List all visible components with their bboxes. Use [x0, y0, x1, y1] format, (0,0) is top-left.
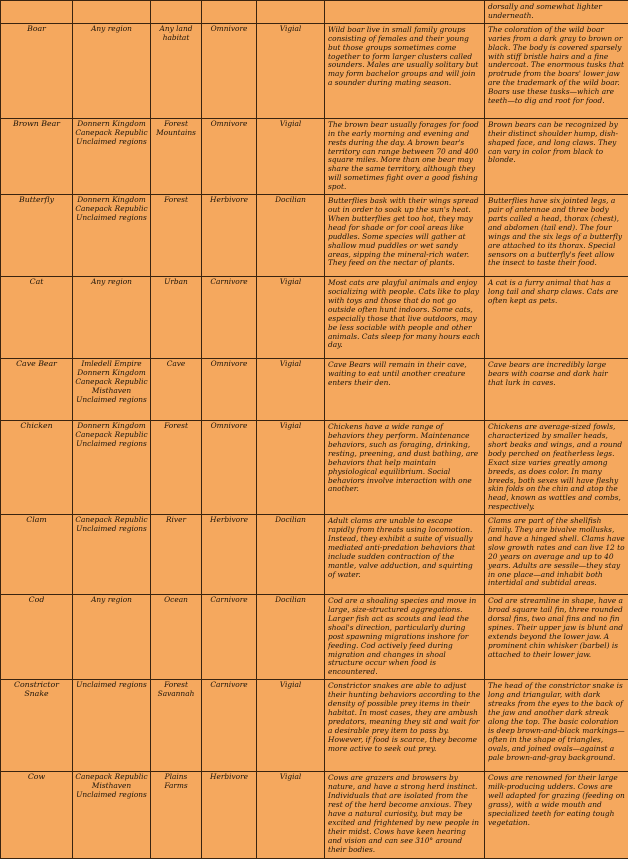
appearance-cell: dorsally and somewhat lighter underneath.: [485, 1, 628, 24]
temperament-cell: Vigial: [257, 680, 325, 772]
habitat-cell: Forest Mountains: [151, 118, 202, 194]
animal-name-cell: Cat: [1, 277, 73, 359]
animal-name-cell: Brown Bear: [1, 118, 73, 194]
diet-cell: Carnivore: [202, 277, 257, 359]
behavior-cell: Cows are grazers and browsers by nature, and have a strong herd instinct. Individuals that are isolated from the rest of the herd become anxious. They have a natural curiosity, but may be excited and frightened by new people in their midst. Cows have keen hearing and vision and can see 310° around their bodies.: [325, 772, 485, 859]
behavior-cell: Wild boar live in small family groups consisting of females and their young but those groups sometimes come together to form larger clusters called sounders. Males are usually solitary but may form bachelor groups and will join a sounder during mating season.: [325, 23, 485, 118]
habitat-cell: Cave: [151, 359, 202, 421]
region-cell: Any region: [73, 595, 151, 680]
diet-cell: Herbivore: [202, 772, 257, 859]
animal-name-cell: Butterfly: [1, 195, 73, 277]
behavior-cell: Constrictor snakes are able to adjust their hunting behaviors according to the density of possible prey items in their habitat. In most cases, they are ambush predators, meaning they sit and wait for a desirable prey item to pass by. However, if food is scarce, they become more active to seek out prey.: [325, 680, 485, 772]
animal-name-cell: Constrictor Snake: [1, 680, 73, 772]
temperament-cell: Vigial: [257, 118, 325, 194]
table-row: [1, 515, 628, 595]
appearance-cell: Clams are part of the shellfish family. They are bivalve mollusks, and have a hinged shell. Clams have slow growth rates and can live 12 to 20 years on average and up to 40 years. Adults are sessile—they stay in one place—and inhabit both intertidal and subtidal areas.: [485, 515, 628, 595]
temperament-cell: Vigial: [257, 277, 325, 359]
temperament-cell: Docilian: [257, 195, 325, 277]
temperament-cell: Vigial: [257, 359, 325, 421]
habitat-cell: River: [151, 515, 202, 595]
table-row: [1, 23, 628, 118]
region-cell: Canepack Republic Unclaimed regions: [73, 515, 151, 595]
table-row-fragment: [1, 1, 628, 24]
appearance-cell: Cod are streamline in shape, have a broad square tail fin, three rounded dorsal fins, two anal fins and no fin spines. Their upper jaw is blunt and extends beyond the lower jaw. A prominent chin whisker (barbel) is attached to their lower jaw.: [485, 595, 628, 680]
diet-cell: Herbivore: [202, 195, 257, 277]
habitat-cell: Plains Farms: [151, 772, 202, 859]
appearance-cell: Butterflies have six jointed legs, a pair of antennae and three body parts called a head, thorax (chest), and abdomen (tail end). The four wings and the six legs of a butterfly are attached to its thorax. Special sensors on a butterfly's feet allow the insect to taste their food.: [485, 195, 628, 277]
table-row: [1, 595, 628, 680]
table-row: [1, 277, 628, 359]
region-cell: Donnern Kingdom Canepack Republic Unclaimed regions: [73, 421, 151, 515]
region-cell: Canepack Republic Misthaven Unclaimed regions: [73, 772, 151, 859]
region-cell: Any region: [73, 277, 151, 359]
behavior-cell: Butterflies bask with their wings spread out in order to soak up the sun's heat. When butterflies get too hot, they may head for shade or for cool areas like puddles. Some species will gather at shallow mud puddles or wet sandy areas, sipping the mineral-rich water. They feed on the nectar of plants.: [325, 195, 485, 277]
appearance-cell: Cows are renowned for their large milk-producing udders. Cows are well adapted for grazing (feeding on grass), with a wide mouth and specialized teeth for eating tough vegetation.: [485, 772, 628, 859]
habitat-cell: Ocean: [151, 595, 202, 680]
behavior-cell: Cave Bears will remain in their cave, waiting to eat until another creature enters their den.: [325, 359, 485, 421]
diet-cell: Omnivore: [202, 359, 257, 421]
habitat-cell: Forest: [151, 195, 202, 277]
region-cell: Donnern Kingdom Canepack Republic Unclaimed regions: [73, 195, 151, 277]
appearance-cell: The coloration of the wild boar varies from a dark gray to brown or black. The body is covered sparsely with stiff bristle hairs and a fine undercoat. The enormous tusks that protrude from the boars' lower jaw are the trademark of the wild boar. Boars use these tusks—which are teeth—to dig and root for food.: [485, 23, 628, 118]
region-cell: Any region: [73, 23, 151, 118]
appearance-cell: Cave bears are incredibly large bears with coarse and dark hair that lurk in caves.: [485, 359, 628, 421]
temperament-cell: Docilian: [257, 515, 325, 595]
behavior-cell: Most cats are playful animals and enjoy socializing with people. Cats like to play with toys and those that do not go outside often hunt indoors. Some cats, especially those that live outdoors, may be less sociable with people and other animals. Cats sleep for many hours each day.: [325, 277, 485, 359]
diet-cell: Carnivore: [202, 595, 257, 680]
animal-name-cell: Cave Bear: [1, 359, 73, 421]
behavior-cell: Cod are a shoaling species and move in large, size-structured aggregations. Larger fish act as scouts and lead the shoal's direction, particularly during post spawning migrations inshore for feeding. Cod actively feed during migration and changes in shoal structure occur when food is encountered.: [325, 595, 485, 680]
temperament-cell: Vigial: [257, 772, 325, 859]
temperament-cell: Vigial: [257, 421, 325, 515]
habitat-cell: Forest Savannah: [151, 680, 202, 772]
animal-name-cell: Boar: [1, 23, 73, 118]
appearance-cell: Chickens are average-sized fowls, characterized by smaller heads, short beaks and wings, and a round body perched on featherless legs. Exact size varies greatly among breeds, as does color. In many breeds, both sexes will have fleshy skin folds on the chin and atop the head, known as wattles and combs, respectively.: [485, 421, 628, 515]
animal-name-cell: Cod: [1, 595, 73, 680]
table-row: [1, 421, 628, 515]
habitat-cell: Forest: [151, 421, 202, 515]
behavior-cell: Adult clams are unable to escape rapidly from threats using locomotion. Instead, they exhibit a suite of visually mediated anti-predation behaviors that include sudden contraction of the mantle, valve adduction, and squirting of water.: [325, 515, 485, 595]
habitat-cell: Any land habitat: [151, 23, 202, 118]
diet-cell: Herbivore: [202, 515, 257, 595]
diet-cell: Carnivore: [202, 680, 257, 772]
diet-cell: Omnivore: [202, 23, 257, 118]
temperament-cell: Vigial: [257, 23, 325, 118]
table-row: [1, 195, 628, 277]
table-row: [1, 772, 628, 859]
behavior-cell: Chickens have a wide range of behaviors they perform. Maintenance behaviors, such as foraging, drinking, resting, preening, and dust bathing, are behaviors that help maintain physiological equilibrium. Social behaviors involve interaction with one another.: [325, 421, 485, 515]
animal-name-cell: Chicken: [1, 421, 73, 515]
habitat-cell: Urban: [151, 277, 202, 359]
appearance-cell: Brown bears can be recognized by their distinct shoulder hump, dish-shaped face, and long claws. They can vary in color from black to blonde.: [485, 118, 628, 194]
region-cell: Imledell Empire Donnern Kingdom Canepack Republic Misthaven Unclaimed regions: [73, 359, 151, 421]
appearance-cell: The head of the constrictor snake is long and triangular, with dark streaks from the eyes to the back of the jaw and another dark streak along the top. The basic coloration is deep brown-and-black markings—often in the shape of triangles, ovals, and joined ovals—against a pale brown-and-gray background.: [485, 680, 628, 772]
diet-cell: Omnivore: [202, 118, 257, 194]
region-cell: Donnern Kingdom Canepack Republic Unclaimed regions: [73, 118, 151, 194]
appearance-cell: A cat is a furry animal that has a long tail and sharp claws. Cats are often kept as pets.: [485, 277, 628, 359]
animal-name-cell: Cow: [1, 772, 73, 859]
diet-cell: Omnivore: [202, 421, 257, 515]
temperament-cell: Docilian: [257, 595, 325, 680]
table-row: [1, 680, 628, 772]
table-row: [1, 359, 628, 421]
region-cell: Unclaimed regions: [73, 680, 151, 772]
table-row: [1, 118, 628, 194]
behavior-cell: The brown bear usually forages for food in the early morning and evening and rests during the day. A brown bear's territory can range between 70 and 400 square miles. More than one bear may share the same territory, although they will sometimes fight over a good fishing spot.: [325, 118, 485, 194]
animal-name-cell: Clam: [1, 515, 73, 595]
